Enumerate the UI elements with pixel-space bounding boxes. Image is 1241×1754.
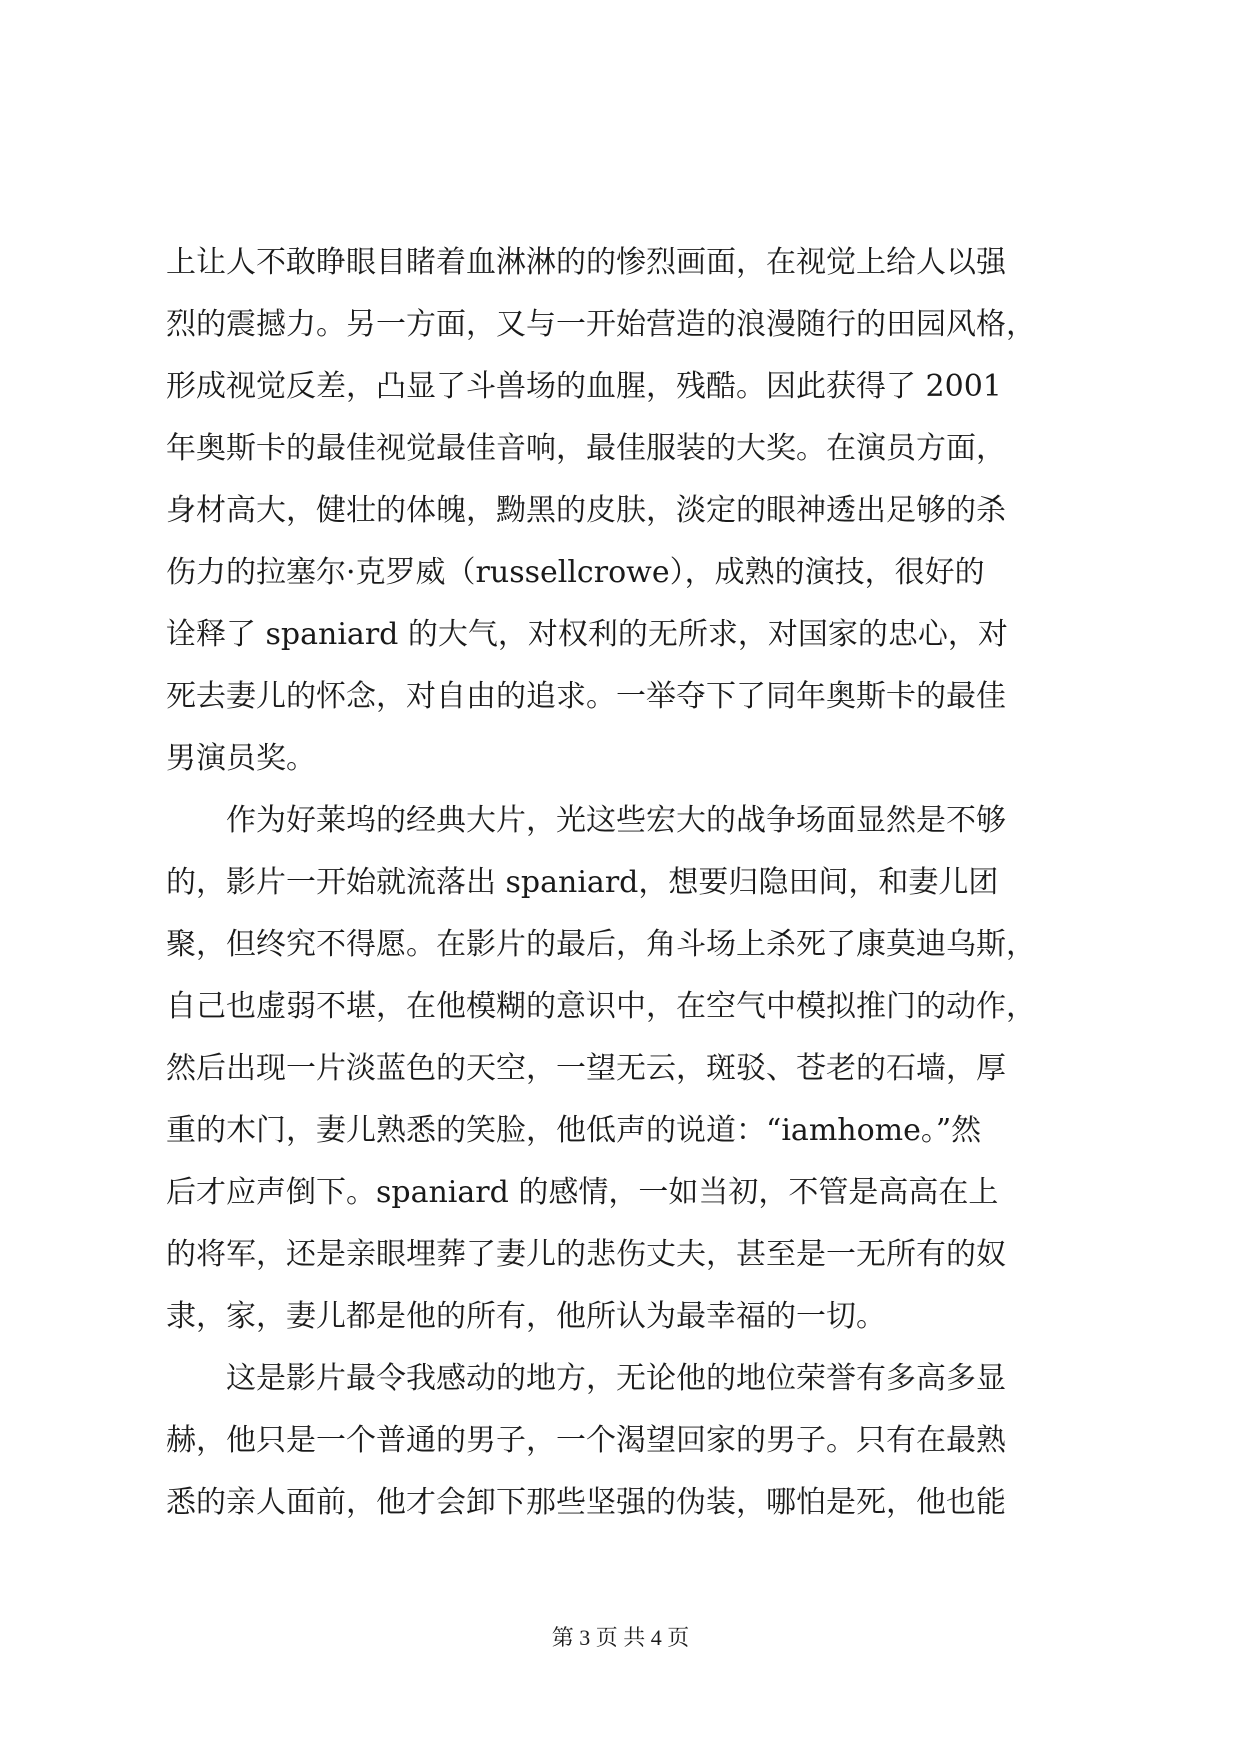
page-number-footer: 第 3 页 共 4 页 [551, 1625, 690, 1650]
text-line: 诠释了 spaniard 的大气，对权利的无所求，对国家的忠心，对 [166, 617, 1008, 652]
text-line: 悉的亲人面前，他才会卸下那些坚强的伪装，哪怕是死，他也能 [166, 1485, 1006, 1520]
text-line: 自己也虚弱不堪，在他模糊的意识中，在空气中模拟推门的动作， [166, 989, 1036, 1024]
text-line: 形成视觉反差，凸显了斗兽场的血腥，残酷。因此获得了 2001 [166, 369, 1002, 404]
text-line: 的将军，还是亲眼埋葬了妻儿的悲伤丈夫，甚至是一无所有的奴 [166, 1237, 1006, 1272]
text-line: 上让人不敢睁眼目睹着血淋淋的的惨烈画面，在视觉上给人以强 [166, 245, 1006, 280]
text-line: 的，影片一开始就流落出 spaniard，想要归隐田间，和妻儿团 [166, 865, 999, 900]
text-line: 年奥斯卡的最佳视觉最佳音响，最佳服装的大奖。在演员方面， [166, 431, 1006, 466]
paragraph-start-line: 作为好莱坞的经典大片，光这些宏大的战争场面显然是不够 [166, 803, 1006, 838]
text-line: 烈的震撼力。另一方面，又与一开始营造的浪漫随行的田园风格， [166, 307, 1036, 342]
body-text [166, 232, 1079, 1534]
text-line: 身材高大，健壮的体魄，黝黑的皮肤，淡定的眼神透出足够的杀 [166, 493, 1006, 528]
text-line: 然后出现一片淡蓝色的天空，一望无云，斑驳、苍老的石墙，厚 [166, 1051, 1006, 1086]
text-line: 后才应声倒下。spaniard 的感情，一如当初，不管是高高在上 [166, 1175, 999, 1210]
text-line: 重的木门，妻儿熟悉的笑脸，他低声的说道：“iamhome。”然 [166, 1113, 982, 1148]
paragraph-start-line: 这是影片最令我感动的地方，无论他的地位荣誉有多高多显 [166, 1361, 1006, 1396]
text-line: 赫，他只是一个普通的男子，一个渴望回家的男子。只有在最熟 [166, 1423, 1006, 1458]
text-line: 隶，家，妻儿都是他的所有，他所认为最幸福的一切。 [166, 1299, 886, 1334]
text-line: 聚，但终究不得愿。在影片的最后，角斗场上杀死了康莫迪乌斯， [166, 927, 1036, 962]
text-line: 男演员奖。 [166, 741, 316, 776]
text-line: 死去妻儿的怀念，对自由的追求。一举夺下了同年奥斯卡的最佳 [166, 679, 1006, 714]
text-line: 伤力的拉塞尔·克罗威（russellcrowe），成熟的演技，很好的 [166, 555, 985, 590]
